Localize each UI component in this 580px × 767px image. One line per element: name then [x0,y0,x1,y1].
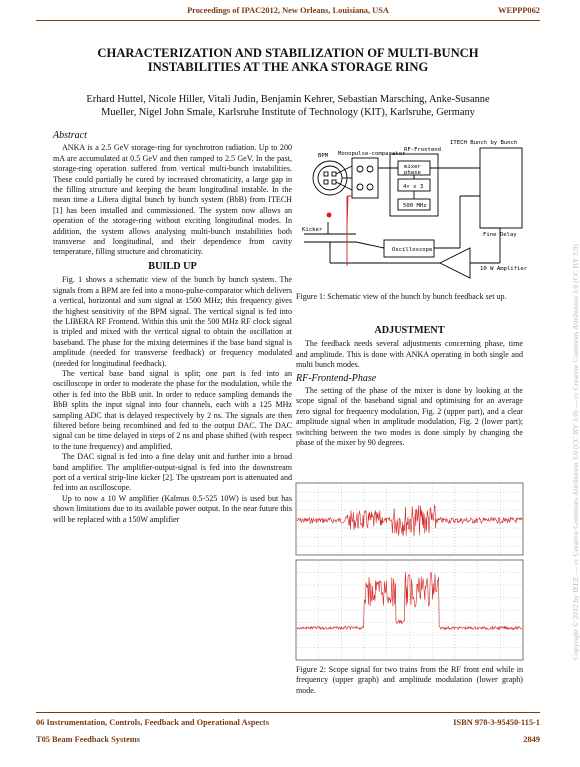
scope-frequency-modulation [296,483,523,555]
itech-box [480,148,522,228]
buildup-paragraph: Fig. 1 shows a schematic view of the bunch by bunch system. The signals from a BPM are fed into a mono-pulse-comparator which delivers a vertical, horizontal and sum signal at 1500 MHz; this frequency gives the highest sensitivity of the BPM signal. The vertical signal is fed into the LIBERA RF Frontend. Within this unit the 500 MHz RF clock signal is tripled and mixed with the vertical signal to obtain the oscillation at baseband. The phase for the mixing determines if the base band signal is amplitude (needed for transverse feedback) or frequency modulated (needed for longitudinal feedback). [53,275,292,368]
running-header [0,6,576,20]
rf-frontend-label: RF-Frontend [404,147,442,153]
monopulse-box [352,158,378,198]
amplifier-label: 10 W Amplifier [480,266,528,272]
title-line-1: CHARACTERIZATION AND STABILIZATION OF MULTI-BUNCH [97,46,479,60]
left-column [53,131,292,525]
footer-session: 06 Instrumentation, Controls, Feedback and Operational Aspects [36,718,269,727]
header-rule [36,20,540,21]
author-list [36,93,540,119]
copyright-sidebar [560,172,580,732]
multiplier-label: 4× x 3 [403,184,424,190]
authors-line-2: Mueller, Nigel John Smale, Karlsruhe Institute of Technology (KIT), Karlsruhe, Germany [101,107,475,118]
figure-2-caption: Figure 2: Scope signal for two trains from the RF front end while in frequency (upper graph) and amplitude modulation (lower graph) mode. [296,665,523,695]
proceedings-title: Proceedings of IPAC2012, New Orleans, Louisiana, USA [187,6,389,15]
figure-1-caption: Figure 1: Schematic view of the bunch by bunch feedback set up. [296,292,507,301]
clock-label: 500 MHz [403,203,427,209]
buildup-paragraph: The DAC signal is fed into a fine delay unit and further into a broad band amplifier. The amplifier-output-signal is fed into the downstream port of a vertical strip-line kicker [2]. The upstream port is attenuated and fed into an oscilloscope. [53,452,292,493]
title-line-2: INSTABILITIES AT THE ANKA STORAGE RING [147,60,429,74]
rf-phase-text: The setting of the phase of the mixer is done by looking at the scope signal of the baseband signal and optimising for an average zero signal for frequency modulation, Fig. 2 (upper part), and a clear amplitude signal when in amplitude modulation, Fig. 2 (lower part); switching between the two modes is done simply by changing the phase of the mixer by 90 degrees. [296,386,523,448]
adjustment-heading: ADJUSTMENT [374,325,445,336]
footer-page-number: 2849 [523,735,540,744]
rf-phase-heading: RF-Frontend-Phase [296,372,377,384]
bpm-label: BPM [318,153,329,159]
paper-id: WEPPP062 [498,6,540,15]
buildup-paragraph: Up to now a 10 W amplifier (Kalmus 0.5-525 10W) is used but has shown limitations due to its available power output. In the near future this will be replaced with a 150W amplifier [53,493,292,524]
buildup-heading: BUILD UP [148,260,197,272]
abstract-heading: Abstract [53,130,87,141]
phase-label: phase [404,170,421,176]
copyright-text: Copyright © 2012 by IEEE — cc Creative Commons Attribution 3.0 (CC BY 3.0) — cc Creative Commons Attribution 3.0 (CC BY 3.0) [571,244,580,660]
kicker-label: Kicker [302,227,323,233]
monopulse-label: Monopulse-comparator [338,151,406,157]
right-column [296,326,523,448]
footer-rule [36,712,540,713]
abstract-text: ANKA is a 2.5 GeV storage-ring for synchrotron radiation. Up to 200 mA are accumulated at 0.5 GeV and then ramped to 2.5 GeV. In the past, storage-ring operation suffered from vertical multi-bunch instabilities. These could partially be cured by increased chromaticity, a large gap in the filling structure and keeping the beam longitudinal instable. In the mean time a Libera digital bunch by bunch system (BbB) from ITECH [1] has been installed and commissioned. The system now allows an operation of the storage-ring without exciting longitudinal modes. In addition, the system allows analysing multi-bunch instabilities both transverse and longitudinal, and their dependence from cavity temperature, filling structure and chromaticity. [53,143,292,257]
mixer-label: mixer [404,164,421,170]
paper-title [36,46,540,74]
scope-amplitude-modulation [296,560,523,660]
authors-line-1: Erhard Huttel, Nicole Hiller, Vitali Judin, Benjamin Kehrer, Sebastian Marsching, Anke-Susanne [86,94,490,105]
footer-topic: T05 Beam Feedback Systems [36,735,140,744]
itech-label: ITECH Bunch by Bunch [450,140,518,146]
buildup-paragraph: The vertical base band signal is split; one part is fed into an oscilloscope in order to moderate the phase for the modulation, while the other is fed into the BbB unit. In order to reduce sampling demands the BbB splits the input signal into four channels, each with a 125 MHz sampling ADC that is delayed respectively by 2 ns. The signals are then filtered before being recombined and fed to the output DAC. The DAC signal can be time delayed in steps of 2 ns and phase shifted (with respect to the tune frequency) and amplified. [53,368,292,451]
amplifier-triangle [440,248,470,278]
adjustment-text: The feedback needs several adjustments concerning phase, time and amplitude. This is done with ANKA operating in both single and multi bunch modes. [296,339,523,370]
footer-isbn: ISBN 978-3-95450-115-1 [453,718,540,727]
oscilloscope-label: Oscilloscope [392,247,433,253]
figure-1-schematic [300,136,528,288]
fine-delay-label: Fine Delay [483,232,517,238]
